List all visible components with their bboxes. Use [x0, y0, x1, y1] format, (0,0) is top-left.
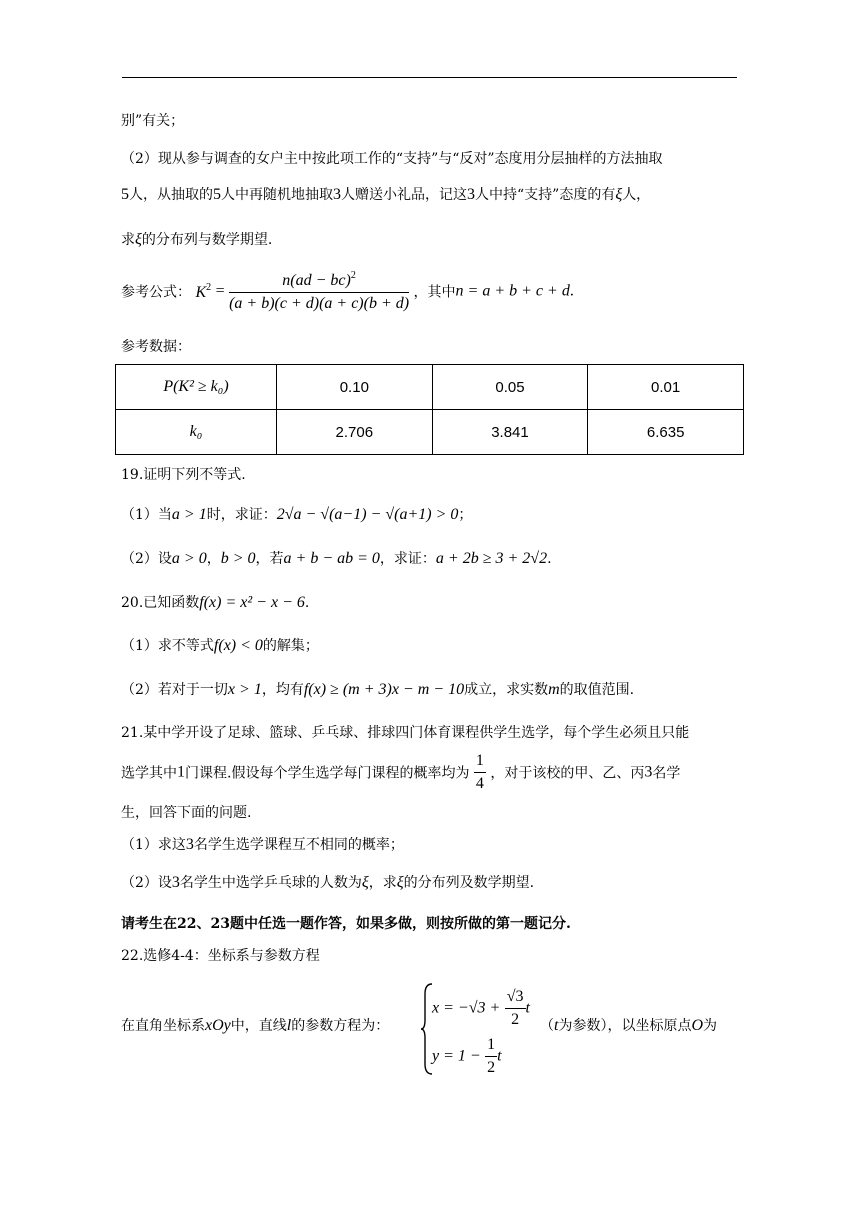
q22-title: 22.选修4-4：坐标系与参数方程	[121, 948, 320, 964]
table-cell: 0.10	[277, 365, 433, 410]
header-rule	[122, 77, 737, 78]
q20-part1: （1）求不等式f(x) < 0的解集；	[121, 637, 319, 654]
table-row	[116, 365, 744, 410]
q19-title: 19.证明下列不等式.	[121, 467, 246, 483]
table-cell: 2.706	[277, 410, 433, 455]
q18-part2-line2: 5人，从抽取的5人中再随机地抽取3人赠送小礼品，记这3人中持“支持”态度的有ξ人，	[121, 186, 651, 203]
table-cell: 0.05	[432, 365, 588, 410]
q18-part2-line1: （2）现从参与调查的女户主中按此项工作的“支持”与“反对”态度用分层抽样的方法抽取	[121, 151, 663, 167]
reference-formula: 参考公式： $K^2$ = $\frac{n(ad - bc)^2}{(a + b)(c + d)(a + c)(b + d)}$ ，其中n = a + b + c + d.	[121, 270, 574, 312]
q18-line1: 别”有关；	[121, 113, 185, 129]
table-cell: k₀	[116, 410, 277, 455]
table-cell: 6.635	[588, 410, 744, 455]
q21-part1: （1）求这3名学生选学课程互不相同的概率；	[121, 836, 404, 853]
q18-part2-line3: 求ξ的分布列与数学期望.	[121, 231, 273, 248]
q21-line2: 选学其中1门课程.假设每个学生选学每门课程的概率均为 $\frac{1}{4}$ ，对于该校的甲、乙、丙3名学	[121, 752, 681, 792]
table-cell: P(K² ≥ k₀)	[116, 365, 277, 410]
fraction-one-quarter: $\frac{1}{4}$	[475, 752, 484, 792]
q21-line3: 生，回答下面的问题.	[121, 805, 252, 821]
ref-data-label: 参考数据：	[121, 339, 191, 355]
q19-part2: （2）设a > 0，b > 0，若a + b − ab = 0，求证：a + 2b ≥ 3 + 2√2.	[121, 550, 552, 567]
fraction-sqrt3-over-2: $\frac{√3}{2}$	[506, 988, 524, 1028]
q21-line1: 21.某中学开设了足球、篮球、乒乓球、排球四门体育课程供学生选学，每个学生必须且只能	[121, 725, 690, 741]
param-equation-x: x = −√3 + $\frac{√3}{2}$ t	[432, 988, 530, 1028]
fraction-one-half: $\frac{1}{2}$	[487, 1036, 496, 1076]
q22-line1-right: （t为参数），以坐标原点O为	[540, 1017, 718, 1034]
instruction-note: 请考生在22、23题中任选一题作答，如果多做，则按所做的第一题记分.	[121, 916, 571, 932]
q22-line1-left: 在直角坐标系xOy中，直线l的参数方程为：	[121, 1017, 390, 1034]
q19-part1: （1）当a > 1时，求证：2√a − √(a−1) − √(a+1) > 0；	[121, 506, 473, 523]
param-equation-y: y = 1 − $\frac{1}{2}$ t	[432, 1036, 502, 1076]
table-row	[116, 410, 744, 455]
reference-table	[115, 364, 744, 455]
q21-part2: （2）设3名学生中选学乒乓球的人数为ξ，求ξ的分布列及数学期望.	[121, 874, 535, 891]
table-cell: 0.01	[588, 365, 744, 410]
q20-title: 20.已知函数f(x) = x² − x − 6.	[121, 594, 310, 611]
formula-fraction: $\frac{n(ad - bc)^2}{(a + b)(c + d)(a + c)(b + d)}$	[229, 270, 410, 312]
q20-part2: （2）若对于一切x > 1，均有f(x) ≥ (m + 3)x − m − 10成立，求实数m的取值范围.	[121, 681, 635, 698]
table-cell: 3.841	[432, 410, 588, 455]
